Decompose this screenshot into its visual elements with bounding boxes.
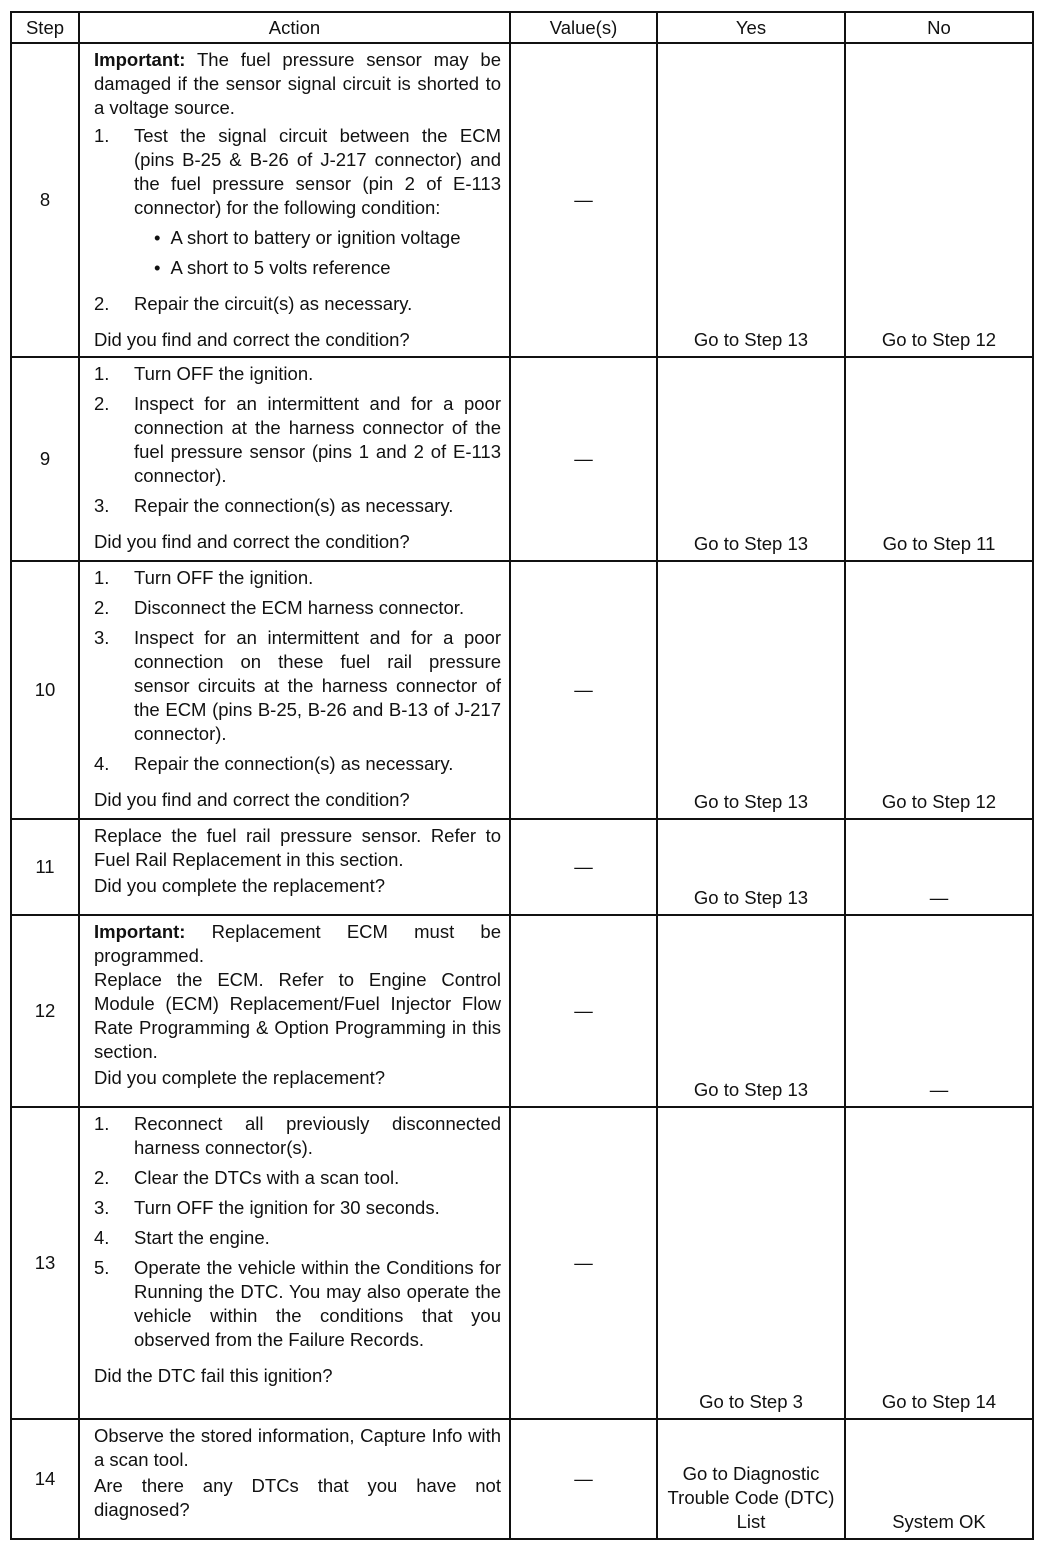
yes-cell: Go to Step 13 (657, 43, 845, 357)
action-text: Observe the stored information, Capture Info with a scan tool. (94, 1425, 501, 1470)
action-step (94, 1226, 501, 1250)
step-number: 14 (11, 1419, 79, 1539)
step-text: Inspect for an intermittent and for a poor connection on these fuel rail pressure sensor circuits at the harness connector of the ECM (pins B-25, B-26 and B-13 of J-217 connector). (134, 627, 501, 744)
no-cell: — (845, 819, 1033, 915)
action-cell (79, 1107, 510, 1419)
action-step (94, 362, 501, 386)
header-row (11, 12, 1033, 43)
step-text: Clear the DTCs with a scan tool. (134, 1167, 400, 1188)
step-text: Turn OFF the ignition. (134, 567, 314, 588)
step-text: Turn OFF the ignition for 30 seconds. (134, 1197, 440, 1218)
table-row (11, 915, 1033, 1107)
question: Did you complete the replacement? (94, 875, 386, 896)
yes-cell: Go to Step 3 (657, 1107, 845, 1419)
action-step (94, 494, 501, 518)
important-text: Replacement ECM must be programmed. (94, 921, 501, 966)
step-text: Turn OFF the ignition. (134, 363, 314, 384)
step-num: 2. (94, 293, 110, 314)
action-step (94, 1112, 501, 1160)
important-label: Important: (94, 49, 186, 70)
table-row (11, 1107, 1033, 1419)
step-num: 1. (94, 363, 110, 384)
no-cell: Go to Step 11 (845, 357, 1033, 561)
step-text: Reconnect all previously disconnected harness connector(s). (134, 1113, 501, 1158)
step-num: 3. (94, 627, 110, 648)
value-cell: — (510, 1419, 657, 1539)
step-text: Inspect for an intermittent and for a poor connection at the harness connector of the fuel pressure sensor (pins 1 and 2 of E-113 connector). (134, 393, 501, 486)
important-label: Important: (94, 921, 186, 942)
value-cell: — (510, 357, 657, 561)
action-text: Replace the ECM. Refer to Engine Control Module (ECM) Replacement/Fuel Injector Flow Rate Programming & Option Programming in this section. (94, 969, 501, 1062)
action-cell (79, 43, 510, 357)
table-row (11, 819, 1033, 915)
important-note (94, 48, 501, 120)
action-cell (79, 1419, 510, 1539)
value-cell: — (510, 561, 657, 819)
step-text: Operate the vehicle within the Conditions for Running the DTC. You may also operate the vehicle within the conditions that you observed from the Failure Records. (134, 1257, 501, 1350)
step-text: Repair the connection(s) as necessary. (134, 495, 454, 516)
action-step (94, 1196, 501, 1220)
action-cell (79, 561, 510, 819)
yes-cell: Go to Step 13 (657, 357, 845, 561)
step-number: 12 (11, 915, 79, 1107)
action-steps (94, 124, 501, 316)
step-num: 2. (94, 1167, 110, 1188)
value-cell: — (510, 915, 657, 1107)
step-num: 3. (94, 1197, 110, 1218)
step-text-main: Test the signal circuit between the ECM (pins B-25 & B-26 of J-217 connector) and the fuel pressure sensor (pin 2 of E-113 connector) for the following condition: (134, 125, 501, 218)
header-yes: Yes (657, 12, 845, 43)
step-num: 4. (94, 1227, 110, 1248)
action-cell (79, 819, 510, 915)
yes-cell: Go to Step 13 (657, 561, 845, 819)
question: Are there any DTCs that you have not diagnosed? (94, 1475, 501, 1520)
step-number: 10 (11, 561, 79, 819)
action-step (94, 626, 501, 746)
step-number: 9 (11, 357, 79, 561)
important-note (94, 920, 501, 968)
step-num: 3. (94, 495, 110, 516)
action-steps (94, 362, 501, 518)
table-row (11, 43, 1033, 357)
table-row (11, 1419, 1033, 1539)
action-step (94, 752, 501, 776)
step-num: 2. (94, 597, 110, 618)
action-steps (94, 1112, 501, 1352)
step-num: 1. (94, 567, 110, 588)
condition-item: • A short to 5 volts reference (154, 256, 501, 280)
step-num: 5. (94, 1257, 110, 1278)
question: Did the DTC fail this ignition? (94, 1365, 333, 1386)
action-step (94, 1256, 501, 1352)
question: Did you find and correct the condition? (94, 531, 410, 552)
step-text: Disconnect the ECM harness connector. (134, 597, 465, 618)
no-cell: Go to Step 12 (845, 43, 1033, 357)
condition-item: • A short to battery or ignition voltage (154, 226, 501, 250)
header-no: No (845, 12, 1033, 43)
action-steps (94, 566, 501, 776)
step-text (134, 124, 501, 286)
yes-cell: Go to Step 13 (657, 819, 845, 915)
step-num: 4. (94, 753, 110, 774)
value-cell: — (510, 1107, 657, 1419)
action-step (94, 1166, 501, 1190)
step-number: 11 (11, 819, 79, 915)
diagnostic-table (10, 11, 1034, 1540)
header-action: Action (79, 12, 510, 43)
question: Did you find and correct the condition? (94, 789, 410, 810)
action-step (94, 292, 501, 316)
question: Did you complete the replacement? (94, 1067, 386, 1088)
condition-list (134, 226, 501, 280)
yes-cell: Go to Step 13 (657, 915, 845, 1107)
action-cell (79, 357, 510, 561)
no-cell: Go to Step 14 (845, 1107, 1033, 1419)
step-num: 2. (94, 393, 110, 414)
action-text: Replace the fuel rail pressure sensor. Refer to Fuel Rail Replacement in this section. (94, 825, 501, 870)
action-step (94, 124, 501, 286)
no-cell: System OK (845, 1419, 1033, 1539)
no-cell: Go to Step 12 (845, 561, 1033, 819)
value-cell: — (510, 43, 657, 357)
header-step: Step (11, 12, 79, 43)
important-text: The fuel pressure sensor may be damaged if the sensor signal circuit is shorted to a voltage source. (94, 49, 502, 118)
step-number: 8 (11, 43, 79, 357)
action-step (94, 392, 501, 488)
action-step (94, 566, 501, 590)
header-values: Value(s) (510, 12, 657, 43)
question: Did you find and correct the condition? (94, 329, 410, 350)
step-text: Start the engine. (134, 1227, 270, 1248)
step-text: Repair the circuit(s) as necessary. (134, 293, 413, 314)
step-number: 13 (11, 1107, 79, 1419)
no-cell: — (845, 915, 1033, 1107)
action-step (94, 596, 501, 620)
step-text: Repair the connection(s) as necessary. (134, 753, 454, 774)
yes-cell: Go to Diagnostic Trouble Code (DTC) List (657, 1419, 845, 1539)
table-row (11, 357, 1033, 561)
action-cell (79, 915, 510, 1107)
step-num: 1. (94, 1113, 110, 1134)
value-cell: — (510, 819, 657, 915)
table-row (11, 561, 1033, 819)
step-num: 1. (94, 125, 110, 146)
